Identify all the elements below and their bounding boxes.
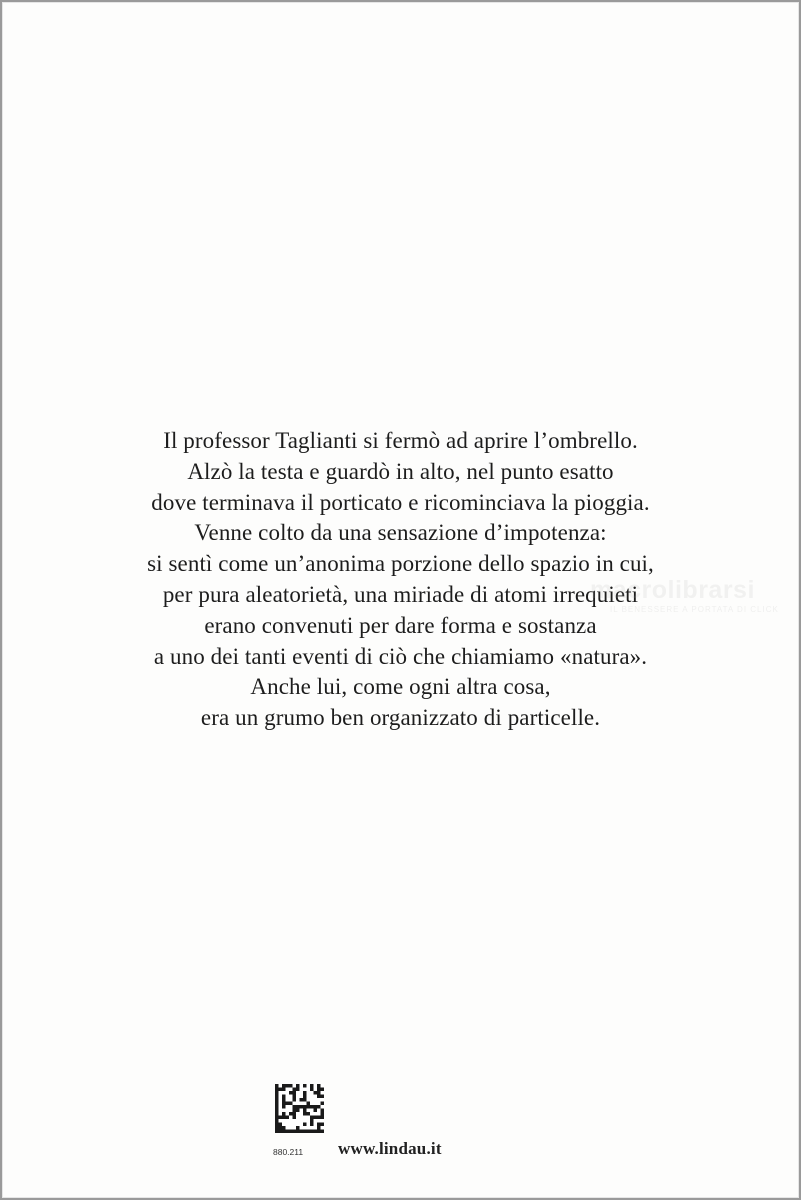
product-code: 880.211 <box>273 1147 304 1157</box>
publisher-website: www.lindau.it <box>338 1139 442 1158</box>
blurb-line: per pura aleatorietà, una miriade di atomi irrequieti <box>162 581 639 607</box>
back-cover-blurb <box>2 426 799 734</box>
qr-code-icon <box>275 1084 324 1133</box>
blurb-line: Alzò la testa e guardò in alto, nel punto esatto <box>187 458 614 484</box>
blurb-line: si sentì come un’anonima porzione dello spazio in cui, <box>147 551 654 577</box>
blurb-line: Il professor Taglianti si fermò ad aprire l’ombrello. <box>163 428 638 453</box>
blurb-line: dove terminava il porticato e ricominciava la pioggia. <box>151 489 650 515</box>
blurb-line: Venne colto da una sensazione d’impotenza: <box>194 520 607 546</box>
blurb-line: era un grumo ben organizzato di particelle. <box>200 705 601 731</box>
watermark-tagline: IL BENESSERE A PORTATA DI CLICK <box>610 605 779 614</box>
blurb-line: erano convenuti per dare forma e sostanza <box>204 612 597 638</box>
blurb-line: a uno dei tanti eventi di ciò che chiamiamo «natura». <box>153 643 648 669</box>
blurb-line: Anche lui, come ogni altra cosa, <box>250 674 551 700</box>
watermark-brand: macrolibrarsi <box>590 576 755 604</box>
